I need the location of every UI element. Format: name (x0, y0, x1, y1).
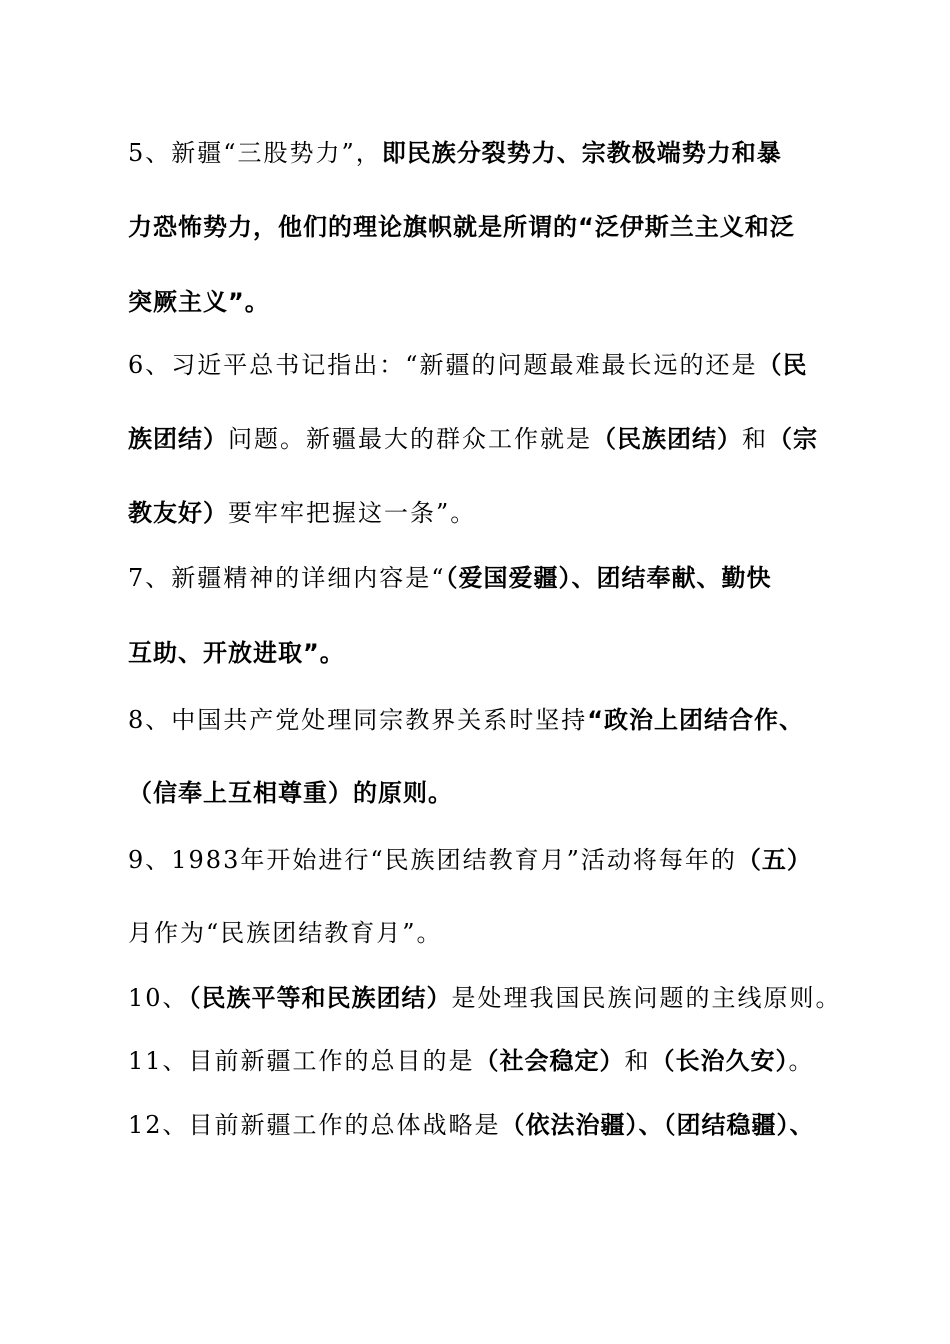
question-text: 7、新疆精神的详细内容是“ (128, 564, 446, 592)
question-text: 要牢牢把握这一条”。 (228, 499, 477, 527)
question-text: 8、中国共产党处理同宗教界关系时坚持 (128, 706, 588, 734)
question-text: 9、1983年开始进行“民族团结教育月”活动将每年的 (128, 846, 737, 874)
question-text: 和 (742, 425, 768, 453)
item-6-line-2 (128, 424, 818, 454)
bold-answer-text: “政治上团结合作、 (587, 706, 805, 734)
bold-answer-text: （五） (736, 846, 812, 874)
item-12-line-1 (128, 1110, 815, 1140)
question-text: 是处理我国民族问题的主线原则。 (451, 984, 842, 1012)
item-6-line-3 (128, 498, 476, 528)
bold-answer-text: （依法治疆）、（团结稳疆）、 (500, 1111, 815, 1139)
bold-answer-text: （民族团结） (592, 425, 742, 453)
question-text: 6、习近平总书记指出：“新疆的问题最难最长远的还是 (128, 351, 758, 379)
question-text: 问题。新疆最大的群众工作就是 (228, 425, 592, 453)
bold-answer-text: 即民族分裂势力、宗教极端势力和暴 (381, 139, 782, 167)
item-5-line-3 (128, 287, 270, 317)
question-text: 11、目前新疆工作的总目的是 (128, 1047, 475, 1075)
question-text: 5、新疆“三股势力”， (128, 139, 382, 167)
bold-answer-text: 力恐怖势力，他们的理论旗帜就是所谓的“泛伊斯兰主义和泛 (128, 213, 795, 241)
item-8-line-1 (128, 705, 804, 735)
bold-answer-text: （社会稳定） (474, 1047, 625, 1075)
bold-answer-text: （民 (757, 351, 808, 379)
item-10-line-1 (128, 983, 842, 1013)
bold-answer-text: 教友好） (128, 499, 228, 527)
question-text: 12、目前新疆工作的总体战略是 (128, 1111, 501, 1139)
item-8-line-2 (128, 778, 453, 808)
question-text: 10、 (128, 984, 189, 1012)
bold-answer-text: （民族平等和民族团结） (188, 984, 452, 1012)
item-7-line-2 (128, 638, 345, 668)
bold-answer-text: （长治久安） (650, 1047, 789, 1075)
item-7-line-1 (128, 563, 772, 593)
item-5-line-1 (128, 138, 782, 168)
item-9-line-1 (128, 845, 812, 875)
item-9-line-2 (128, 918, 443, 948)
bold-answer-text: （宗 (768, 425, 818, 453)
item-11-line-1 (128, 1046, 815, 1076)
question-text: 。 (788, 1047, 815, 1075)
bold-answer-text: 突厥主义”。 (128, 288, 270, 316)
bold-answer-text: 族团结） (128, 425, 228, 453)
item-6-line-1 (128, 350, 808, 380)
question-text: 和 (624, 1047, 651, 1075)
question-text: 月作为“民族团结教育月”。 (128, 919, 443, 947)
bold-answer-text: 互助、开放进取”。 (128, 639, 345, 667)
bold-answer-text: （爱国爱疆）、团结奉献、勤快 (445, 564, 772, 592)
bold-answer-text: （信奉上互相尊重）的原则。 (128, 779, 453, 807)
item-5-line-2 (128, 212, 795, 242)
